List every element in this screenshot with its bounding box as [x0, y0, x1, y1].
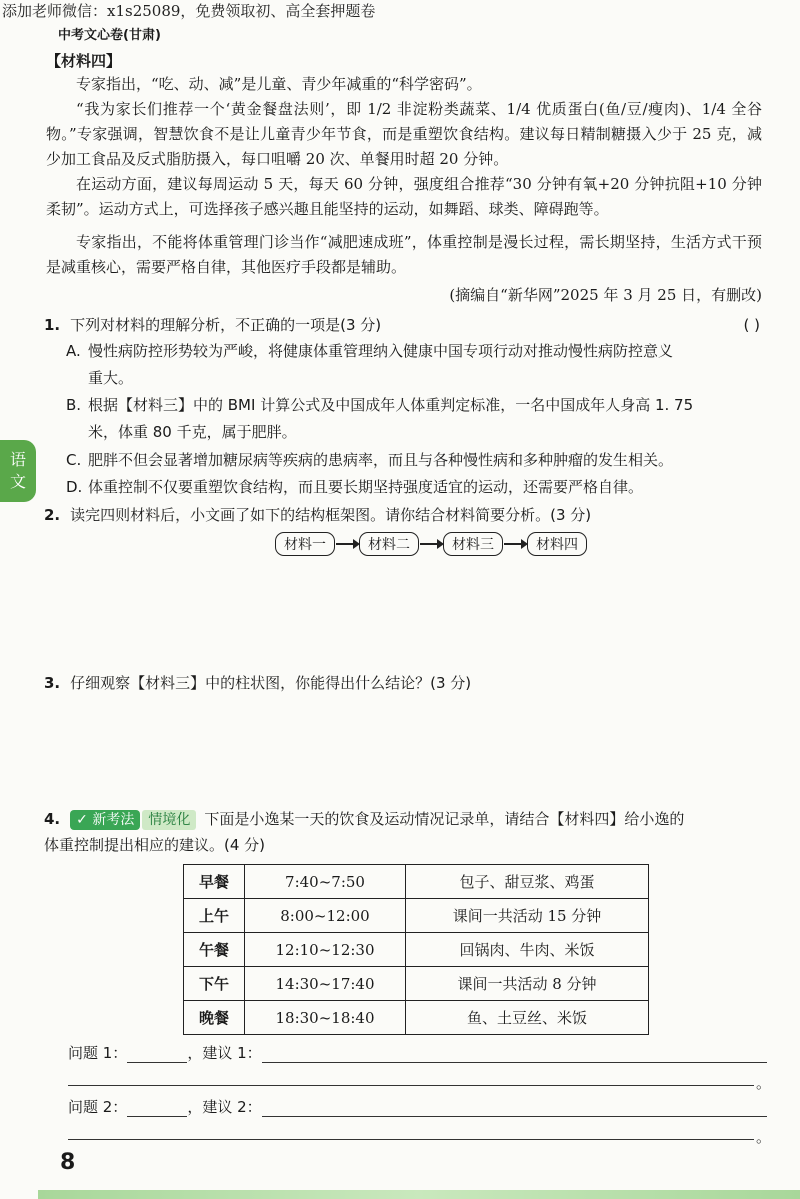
- answer-paren[interactable]: ( ): [743, 316, 760, 334]
- suggestion-1-blank[interactable]: [262, 1044, 767, 1063]
- time-cell: 7:40~7:50: [245, 865, 406, 899]
- context-badge: 情境化: [142, 810, 196, 830]
- problem-2-blank[interactable]: [127, 1098, 187, 1117]
- question-3-stem: 仔细观察【材料三】中的柱状图，你能得出什么结论？(3 分): [70, 674, 472, 692]
- question-4: [44, 808, 764, 830]
- suggestion-2-label: ，建议 2：: [187, 1098, 262, 1116]
- option-b[interactable]: [66, 392, 766, 446]
- option-a-letter: A.: [66, 342, 81, 360]
- question-2-answer-area[interactable]: [40, 562, 760, 662]
- option-a-line1: 慢性病防控形势较为严峻，将健康体重管理纳入健康中国专项行动对推动慢性病防控意义: [88, 342, 674, 360]
- question-4-stem-line2: 体重控制提出相应的建议。(4 分): [44, 836, 266, 854]
- table-row: [184, 1001, 649, 1035]
- answer-1-period: 。: [756, 1074, 772, 1092]
- page-number: 8: [60, 1150, 76, 1175]
- problem-2-label: 问题 2：: [68, 1098, 128, 1116]
- material-paragraph-2: “我为家长们推荐一个‘黄金餐盘法则’，即 1/2 非淀粉类蔬菜、1/4 优质蛋白(鱼/豆/瘦肉)、1/4 全谷物。”专家强调，智慧饮食不是让儿童青少年节食，而是重塑饮食结构。建议每日精制糖摄入少于 25 克，减少加工食品及反式脂肪摄入，每口咀嚼 20 次、单餐用时超 20 分钟。: [46, 100, 762, 168]
- option-c-line1: 肥胖不但会显著增加糖尿病等疾病的患病率，而且与各种慢性病和多种肿瘤的发生相关。: [88, 451, 674, 469]
- suggestion-2-continuation-line[interactable]: [68, 1123, 754, 1140]
- daily-record-table: [183, 864, 649, 1035]
- flow-box-4: 材料四: [527, 532, 587, 556]
- question-4-stem-line1: 下面是小逸某一天的饮食及运动情况记录单，请结合【材料四】给小逸的: [204, 810, 685, 828]
- question-2-number: 2.: [44, 506, 61, 524]
- flow-box-3: 材料三: [443, 532, 503, 556]
- meal-cell: 上午: [184, 899, 245, 933]
- time-cell: 18:30~18:40: [245, 1001, 406, 1035]
- question-3-answer-area[interactable]: [40, 700, 760, 800]
- new-method-badge: ✓ 新考法: [70, 810, 140, 830]
- meal-cell: 晚餐: [184, 1001, 245, 1035]
- watermark-text: 添加老师微信：x1s25089，免费领取初、高全套押题卷: [2, 2, 376, 20]
- question-2-stem: 读完四则材料后，小文画了如下的结构框架图。请你结合材料简要分析。(3 分): [70, 506, 592, 524]
- table-row: [184, 933, 649, 967]
- structure-flow-diagram: [275, 532, 587, 556]
- flow-arrow-icon: [504, 543, 526, 545]
- question-1-stem: 下列对材料的理解分析，不正确的一项是(3 分): [70, 316, 382, 334]
- question-3-number: 3.: [44, 674, 61, 692]
- material-source: (摘编自“新华网”2025 年 3 月 25 日，有删改): [449, 286, 762, 304]
- option-a[interactable]: [66, 338, 766, 392]
- material-paragraph-1: 专家指出，“吃、动、减”是儿童、青少年减重的“科学密码”。: [76, 75, 482, 93]
- meal-cell: 早餐: [184, 865, 245, 899]
- question-2: [44, 504, 591, 525]
- option-d-letter: D.: [66, 478, 83, 496]
- answer-2-period: 。: [756, 1128, 772, 1146]
- content-cell: 回锅肉、牛肉、米饭: [406, 933, 649, 967]
- suggestion-1-continuation-line[interactable]: [68, 1069, 754, 1086]
- option-d[interactable]: [66, 474, 766, 501]
- option-c[interactable]: [66, 447, 766, 474]
- answer-row-1: [68, 1042, 767, 1063]
- paper-header: 中考文心卷(甘肃): [58, 28, 161, 43]
- question-3: [44, 672, 471, 693]
- option-a-line2: 重大。: [88, 369, 134, 387]
- option-b-letter: B.: [66, 396, 82, 414]
- table-row: [184, 865, 649, 899]
- content-cell: 鱼、土豆丝、米饭: [406, 1001, 649, 1035]
- option-c-letter: C.: [66, 451, 82, 469]
- content-cell: 包子、甜豆浆、鸡蛋: [406, 865, 649, 899]
- meal-cell: 午餐: [184, 933, 245, 967]
- suggestion-2-blank[interactable]: [262, 1098, 767, 1117]
- side-tab-char-2: 文: [9, 472, 26, 491]
- side-tab-char-1: 语: [9, 450, 26, 469]
- flow-arrow-icon: [420, 543, 442, 545]
- flow-box-2: 材料二: [359, 532, 419, 556]
- option-b-line2: 米，体重 80 千克，属于肥胖。: [88, 423, 297, 441]
- question-1: [44, 314, 381, 335]
- question-1-number: 1.: [44, 316, 61, 334]
- content-cell: 课间一共活动 15 分钟: [406, 899, 649, 933]
- flow-arrow-icon: [336, 543, 358, 545]
- question-4-number: 4.: [44, 810, 61, 828]
- option-d-line1: 体重控制不仅要重塑饮食结构，而且要长期坚持强度适宜的运动，还需要严格自律。: [88, 478, 644, 496]
- check-badge-icon: ✓: [76, 812, 93, 828]
- subject-side-tab: [0, 440, 36, 502]
- time-cell: 8:00~12:00: [245, 899, 406, 933]
- table-row: [184, 967, 649, 1001]
- bottom-decorative-bar: [38, 1190, 800, 1199]
- meal-cell: 下午: [184, 967, 245, 1001]
- time-cell: 12:10~12:30: [245, 933, 406, 967]
- material-paragraph-4: 专家指出，不能将体重管理门诊当作“减肥速成班”，体重控制是漫长过程，需长期坚持，生活方式干预是减重核心，需要严格自律，其他医疗手段都是辅助。: [46, 233, 762, 276]
- problem-1-blank[interactable]: [127, 1044, 187, 1063]
- suggestion-1-label: ，建议 1：: [187, 1044, 262, 1062]
- material-four-title: 【材料四】: [46, 52, 122, 70]
- problem-1-label: 问题 1：: [68, 1044, 128, 1062]
- answer-row-2: [68, 1096, 767, 1117]
- content-cell: 课间一共活动 8 分钟: [406, 967, 649, 1001]
- table-row: [184, 899, 649, 933]
- material-paragraph-3: 在运动方面，建议每周运动 5 天，每天 60 分钟，强度组合推荐“30 分钟有氧+20 分钟抗阻+10 分钟柔韧”。运动方式上，可选择孩子感兴趣且能坚持的运动，如舞蹈、球类、障碍跑等。: [46, 175, 762, 218]
- time-cell: 14:30~17:40: [245, 967, 406, 1001]
- flow-box-1: 材料一: [275, 532, 335, 556]
- option-b-line1: 根据【材料三】中的 BMI 计算公式及中国成年人体重判定标准，一名中国成年人身高 1. 75: [88, 396, 694, 414]
